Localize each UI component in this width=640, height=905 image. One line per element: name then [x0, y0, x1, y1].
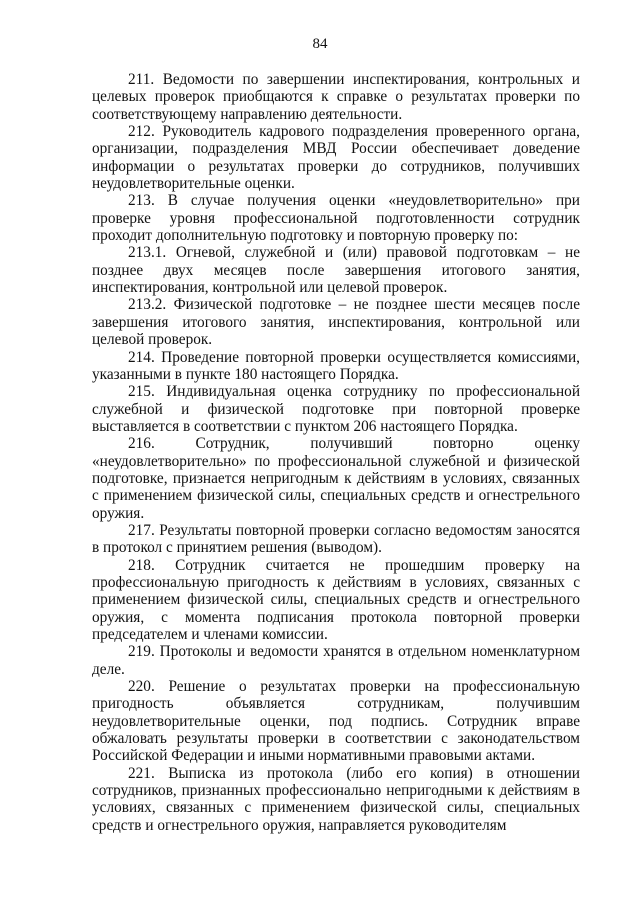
paragraph-220: 220. Решение о результатах проверки на профессиональную пригодность объявляется сотрудникам, получившим неудовлетворительные оценки, под подпись. Сотрудник вправе обжаловать результаты проверки в соответствии с законодательством Российской Федерации и иными нормативными правовыми актами. — [92, 678, 580, 765]
paragraph-213-1: 213.1. Огневой, служебной и (или) правовой подготовкам – не позднее двух месяцев после завершения итогового занятия, инспектирования, контрольной или целевой проверок. — [92, 244, 580, 297]
paragraph-216: 216. Сотрудник, получивший повторно оценку «неудовлетворительно» по профессиональной служебной и физической подготовке, признается непригодным к действиям в условиях, связанных с применением физической силы, специальных средств и огнестрельного оружия. — [92, 435, 580, 522]
paragraph-213-2: 213.2. Физической подготовке – не позднее шести месяцев после завершения итогового занятия, инспектирования, контрольной или целевой проверок. — [92, 296, 580, 349]
paragraph-218: 218. Сотрудник считается не прошедшим проверку на профессиональную пригодность к действиям в условиях, связанных с применением физической силы, специальных средств и огнестрельного оружия, с момента подписания протокола повторной проверки председателем и членами комиссии. — [92, 556, 580, 643]
paragraph-217: 217. Результаты повторной проверки согласно ведомостям заносятся в протокол с принятием решения (выводом). — [92, 521, 580, 557]
paragraph-212: 212. Руководитель кадрового подразделения проверенного органа, организации, подразделения МВД России обеспечивает доведение информации о результатах проверки до сотрудников, получивших неудовлетворительные оценки. — [92, 123, 580, 193]
paragraph-215: 215. Индивидуальная оценка сотруднику по профессиональной служебной и физической подготовке при повторной проверке выставляется в соответствии с пунктом 206 настоящего Порядка. — [92, 383, 580, 435]
paragraph-214: 214. Проведение повторной проверки осуществляется комиссиями, указанными в пункте 180 настоящего Порядка. — [92, 348, 580, 383]
paragraph-213: 213. В случае получения оценки «неудовлетворительно» при проверке уровня профессиональной подготовленности сотрудник проходит дополнительную подготовку и повторную проверку по: — [92, 192, 580, 245]
paragraph-211: 211. Ведомости по завершении инспектирования, контрольных и целевых проверок приобщаются к справке о результатах проверки по соответствующему направлению деятельности. — [92, 71, 580, 123]
paragraph-219: 219. Протоколы и ведомости хранятся в отдельном номенклатурном деле. — [92, 643, 580, 678]
page-number: 84 — [312, 36, 328, 52]
document-body — [92, 71, 580, 834]
paragraph-221: 221. Выписка из протокола (либо его копия) в отношении сотрудников, признанных профессионально непригодными к действиям в условиях, связанных с применением физической силы, специальных средств и огнестрельного оружия, направляется руководителям — [92, 764, 580, 834]
